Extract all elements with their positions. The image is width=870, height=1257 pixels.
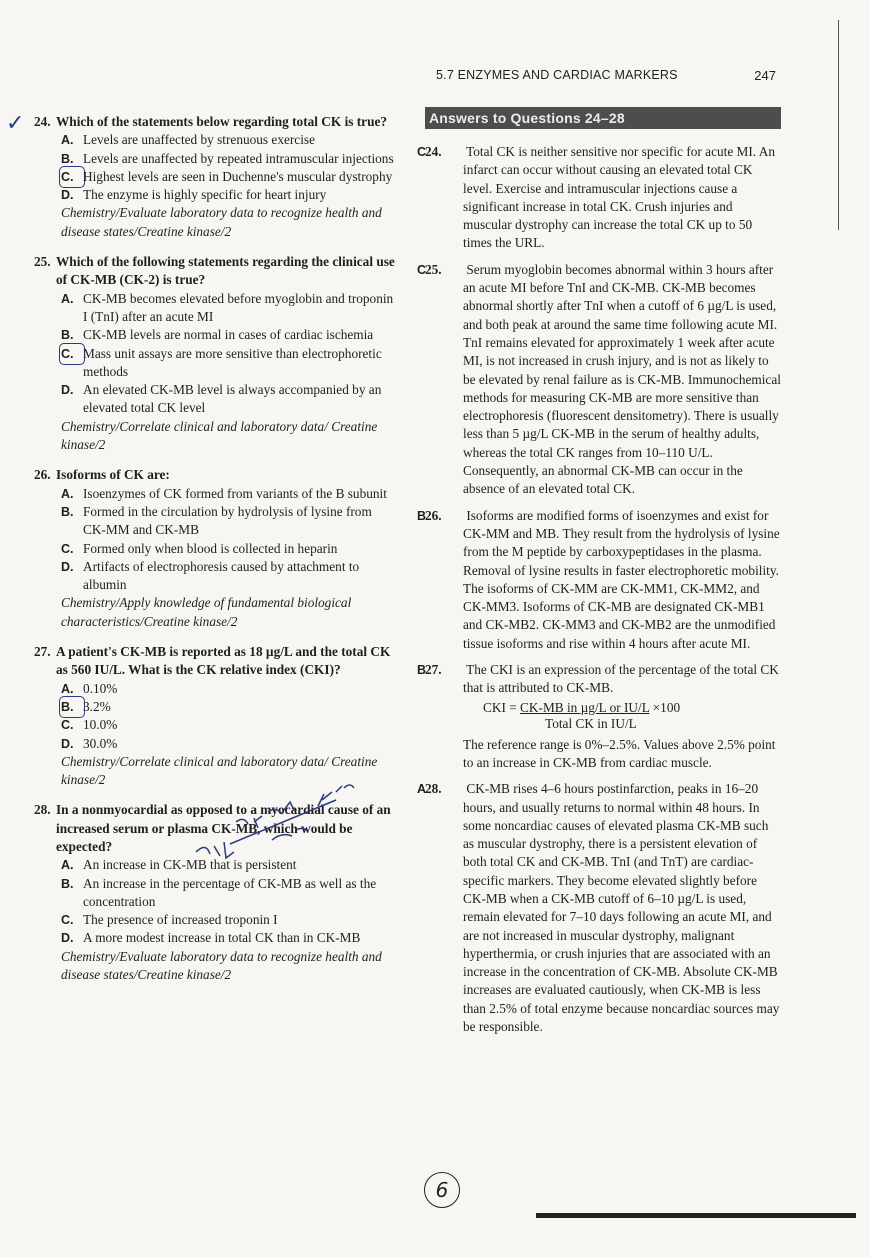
page-marker: 6 [424, 1172, 460, 1208]
option-circled: C. Highest levels are seen in Duchenne's muscular dystrophy [34, 168, 396, 186]
option: B. An increase in the percentage of CK-MB as well as the concentration [61, 875, 377, 909]
answers-column [417, 107, 781, 1044]
option: D. 30.0% [61, 735, 118, 751]
option: A. 0.10% [61, 680, 118, 696]
question-number: 24. [34, 114, 51, 129]
question-category: Chemistry/Correlate clinical and laboratory data/ Creatine kinase/2 [61, 418, 378, 453]
option: B. Levels are unaffected by repeated intramuscular injections [61, 150, 394, 166]
question-25 [34, 253, 396, 454]
question-category: Chemistry/Evaluate laboratory data to recognize health and disease states/Creatine kinase/2 [61, 205, 382, 239]
answers-banner: Answers to Questions 24–28 [425, 107, 781, 129]
bottom-rule [536, 1213, 856, 1218]
option: B. CK-MB levels are normal in cases of cardiac ischemia [61, 327, 374, 343]
question-category: Chemistry/Correlate clinical and laboratory data/ Creatine kinase/2 [61, 753, 378, 788]
handwritten-annotation-icon [186, 772, 366, 867]
answer-26: 26.B Isoforms are modified forms of isoenzymes and exist for CK-MM and MB. They result from the hydrolysis of lysine from the M peptide by carboxypeptidases in the plasma. Removal of lysine results in faster electrophoretic mobility. The isoforms of CK-MM are CK-MM1, CK-MM2, and CK-MM3. Isoforms of CK-MB are designated CK-MB1 and CK-MB2. CK-MM3 and CK-MB2 are the unmodified tissue isoforms and rise within 4 hours after acute MI. [417, 507, 780, 651]
answer-27-followup: The reference range is 0%–2.5%. Values above 2.5% point to an increase in CK-MB from cardiac muscle. [463, 736, 776, 770]
answer-28: 28.A CK-MB rises 4–6 hours postinfarction, peaks in 16–20 hours, and usually returns to normal within 48 hours. In some noncardiac causes of elevated plasma CK-MB such as muscular dystrophy, there is a persistent elevation of both total CK and CK-MB. TnI (and TnT) are cardiac-specific markers. They become elevated slightly before CK-MB when a CK-MB cutoff of 6–10 µg/L is used, remain elevated for 7–10 days following an acute MI, and are not increased in muscular dystrophy, malignant hyperthermia, or crush injuries that are associated with an increase in the concentration of CK-MB. Absolute CK-MB increases are evaluated cautiously, when CK-MB is less than 2.5% of total enzyme because noncardiac sources may be responsible. [417, 781, 780, 1035]
option: D. Artifacts of electrophoresis caused by attachment to albumin [61, 558, 360, 593]
question-category: Chemistry/Evaluate laboratory data to recognize health and disease states/Creatine kinase/2 [61, 948, 382, 983]
question-stem: In a nonmyocardial as opposed to a myocardial cause of an increased serum or plasma CK-MB, which would be expected? [56, 802, 391, 854]
option: A. Levels are unaffected by strenuous exercise [61, 132, 315, 148]
option-circled: B. 3.2% [34, 698, 396, 716]
question-stem: Which of the following statements regarding the clinical use of CK-MB (CK-2) is true? [56, 254, 395, 288]
question-stem: Which of the statements below regarding total CK is true? [56, 114, 388, 129]
question-number: 28. [34, 802, 51, 818]
option: C. Formed only when blood is collected in heparin [61, 540, 338, 556]
option: C. The presence of increased troponin I [61, 912, 278, 928]
option-circled: C. Mass unit assays are more sensitive than electrophoretic methods [61, 345, 382, 379]
question-24 [34, 113, 396, 241]
option: D. The enzyme is highly specific for heart injury [61, 187, 327, 203]
answer-24: 24.C Total CK is neither sensitive nor specific for acute MI. An infarct can occur without causing an elevated total CK level. Exercise and intramuscular injections cause a significant increase in total CK. Crush injuries and muscular dystrophy can increase the total CK up to 50 times the URL. [417, 144, 775, 251]
running-header [436, 68, 776, 82]
question-number: 27. [34, 644, 51, 660]
question-27 [34, 643, 396, 789]
option: C. 10.0% [61, 717, 118, 733]
cki-formula: CKI = CK-MB in µg/L or IU/L ×100 Total CK in IU/L [483, 699, 681, 731]
margin-rule [838, 20, 839, 230]
option: A. Isoenzymes of CK formed from variants of the B subunit [61, 485, 387, 501]
question-number: 26. [34, 467, 51, 483]
answer-25: 25.C Serum myoglobin becomes abnormal within 3 hours after an acute MI before TnI and CK-MB. CK-MB becomes abnormal shortly after TnI when a cutoff of 6 µg/L is used, and both peak at around the same time following acute MI. TnI remains elevated for approximately 1 week after acute MI, is not increased in crush injury, and is not as likely to be elevated by renal failure as is CK-MB. Immunochemical methods for measuring CK-MB are more sensitive than electrophoresis (fluorescent densitometry). There is usually less than 5 µg/L CK-MB in the serum of healthy adults, whereas the total CK ranges from 10–110 U/L. Consequently, an abnormal CK-MB can occur in the absence of an elevated total CK. [417, 261, 781, 497]
check-mark-icon: ✓ [6, 110, 25, 135]
question-number: 25. [34, 254, 51, 270]
section-title: 5.7 ENZYMES AND CARDIAC MARKERS [436, 68, 678, 82]
question-stem: A patient's CK-MB is reported as 18 µg/L and the total CK as 560 IU/L. What is the CK relative index (CKI)? [56, 644, 391, 678]
question-stem: Isoforms of CK are: [56, 467, 170, 483]
option: B. Formed in the circulation by hydrolysis of lysine from CK-MM and CK-MB [61, 503, 372, 538]
option: A. CK-MB becomes elevated before myoglobin and troponin I (TnI) after an acute MI [61, 290, 394, 324]
option: D. An elevated CK-MB level is always accompanied by an elevated total CK level [61, 382, 382, 416]
option: A. An increase in CK-MB that is persistent [61, 857, 297, 873]
question-category: Chemistry/Apply knowledge of fundamental biological characteristics/Creatine kinase/2 [61, 595, 352, 629]
page-number: 247 [754, 68, 776, 83]
question-26 [34, 466, 396, 631]
answer-27: 27.B The CKI is an expression of the percentage of the total CK that is attributed to CK-MB. [417, 662, 779, 696]
option: D. A more modest increase in total CK than in CK-MB [61, 930, 361, 946]
